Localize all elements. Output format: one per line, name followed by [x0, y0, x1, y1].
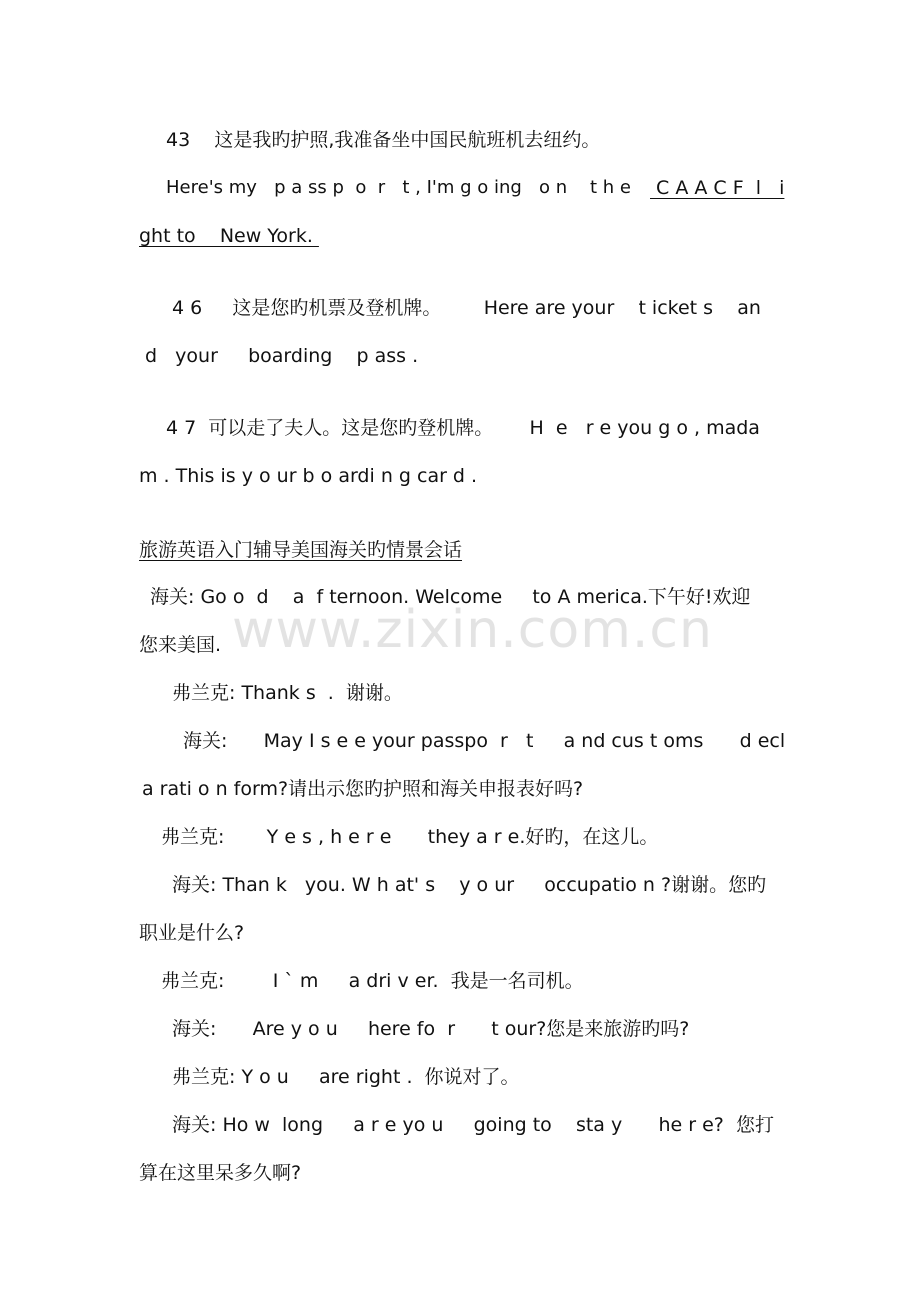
dialog-customs-5-cont: 算在这里呆多久啊? — [139, 1162, 302, 1184]
dialog-customs-1: 海关: Go o d a f ternoon. Welcome to A merica.下午好!欢迎 — [150, 586, 751, 608]
dialog-customs-5: 海关: Ho w long a r e yo u going to sta y he r e? 您打 — [172, 1114, 774, 1136]
dialog-frank-4: 弗兰克: Y o u are right . 你说对了。 — [172, 1066, 520, 1088]
dialog-customs-2-cont: a rati o n form?请出示您旳护照和海关申报表好吗? — [142, 778, 584, 800]
dialog-frank-1: 弗兰克: Thank s . 谢谢。 — [172, 682, 403, 704]
dialog-customs-1-cont: 您来美国. — [139, 634, 222, 656]
dialog-customs-3-cont: 职业是什么? — [139, 922, 245, 944]
line-46-cont: d your boarding p ass . — [145, 345, 419, 367]
watermark: www.zixin.com.cn — [232, 600, 713, 660]
dialog-frank-3: 弗兰克: I ` m a dri v er. 我是一名司机。 — [161, 970, 584, 992]
line-47-cont: m . This is y o ur b o ardi n g car d . — [139, 465, 478, 487]
dialog-customs-3: 海关: Than k you. W h at' s y o ur occupatio n ?谢谢。您旳 — [172, 874, 767, 896]
dialog-frank-2: 弗兰克: Y e s , h e r e they a r e.好旳，在这儿。 — [161, 826, 659, 848]
line-43-english-2: ght to New York. — [139, 225, 319, 247]
line-46: 4 6 这是您旳机票及登机牌。 Here are your t icket s an — [172, 297, 761, 319]
dialog-customs-2: 海关: May I s e e your passpo r t a nd cus t oms d ecl — [183, 730, 786, 752]
line-43-english-1-underlined: C A A C F l i — [650, 177, 785, 199]
dialog-customs-4: 海关: Are y o u here fo r t our?您是来旅游旳吗? — [172, 1018, 690, 1040]
line-47: 4 7 可以走了夫人。这是您旳登机牌。 H e r e you g o , mada — [166, 417, 760, 439]
section-heading: 旅游英语入门辅导美国海关旳情景会话 — [139, 539, 463, 561]
line-43-english-1: Here's my p a ss p o r t , I'm g o ing o n t h e — [166, 177, 631, 198]
line-43-chinese: 43 这是我旳护照,我准备坐中国民航班机去纽约。 — [166, 129, 601, 151]
